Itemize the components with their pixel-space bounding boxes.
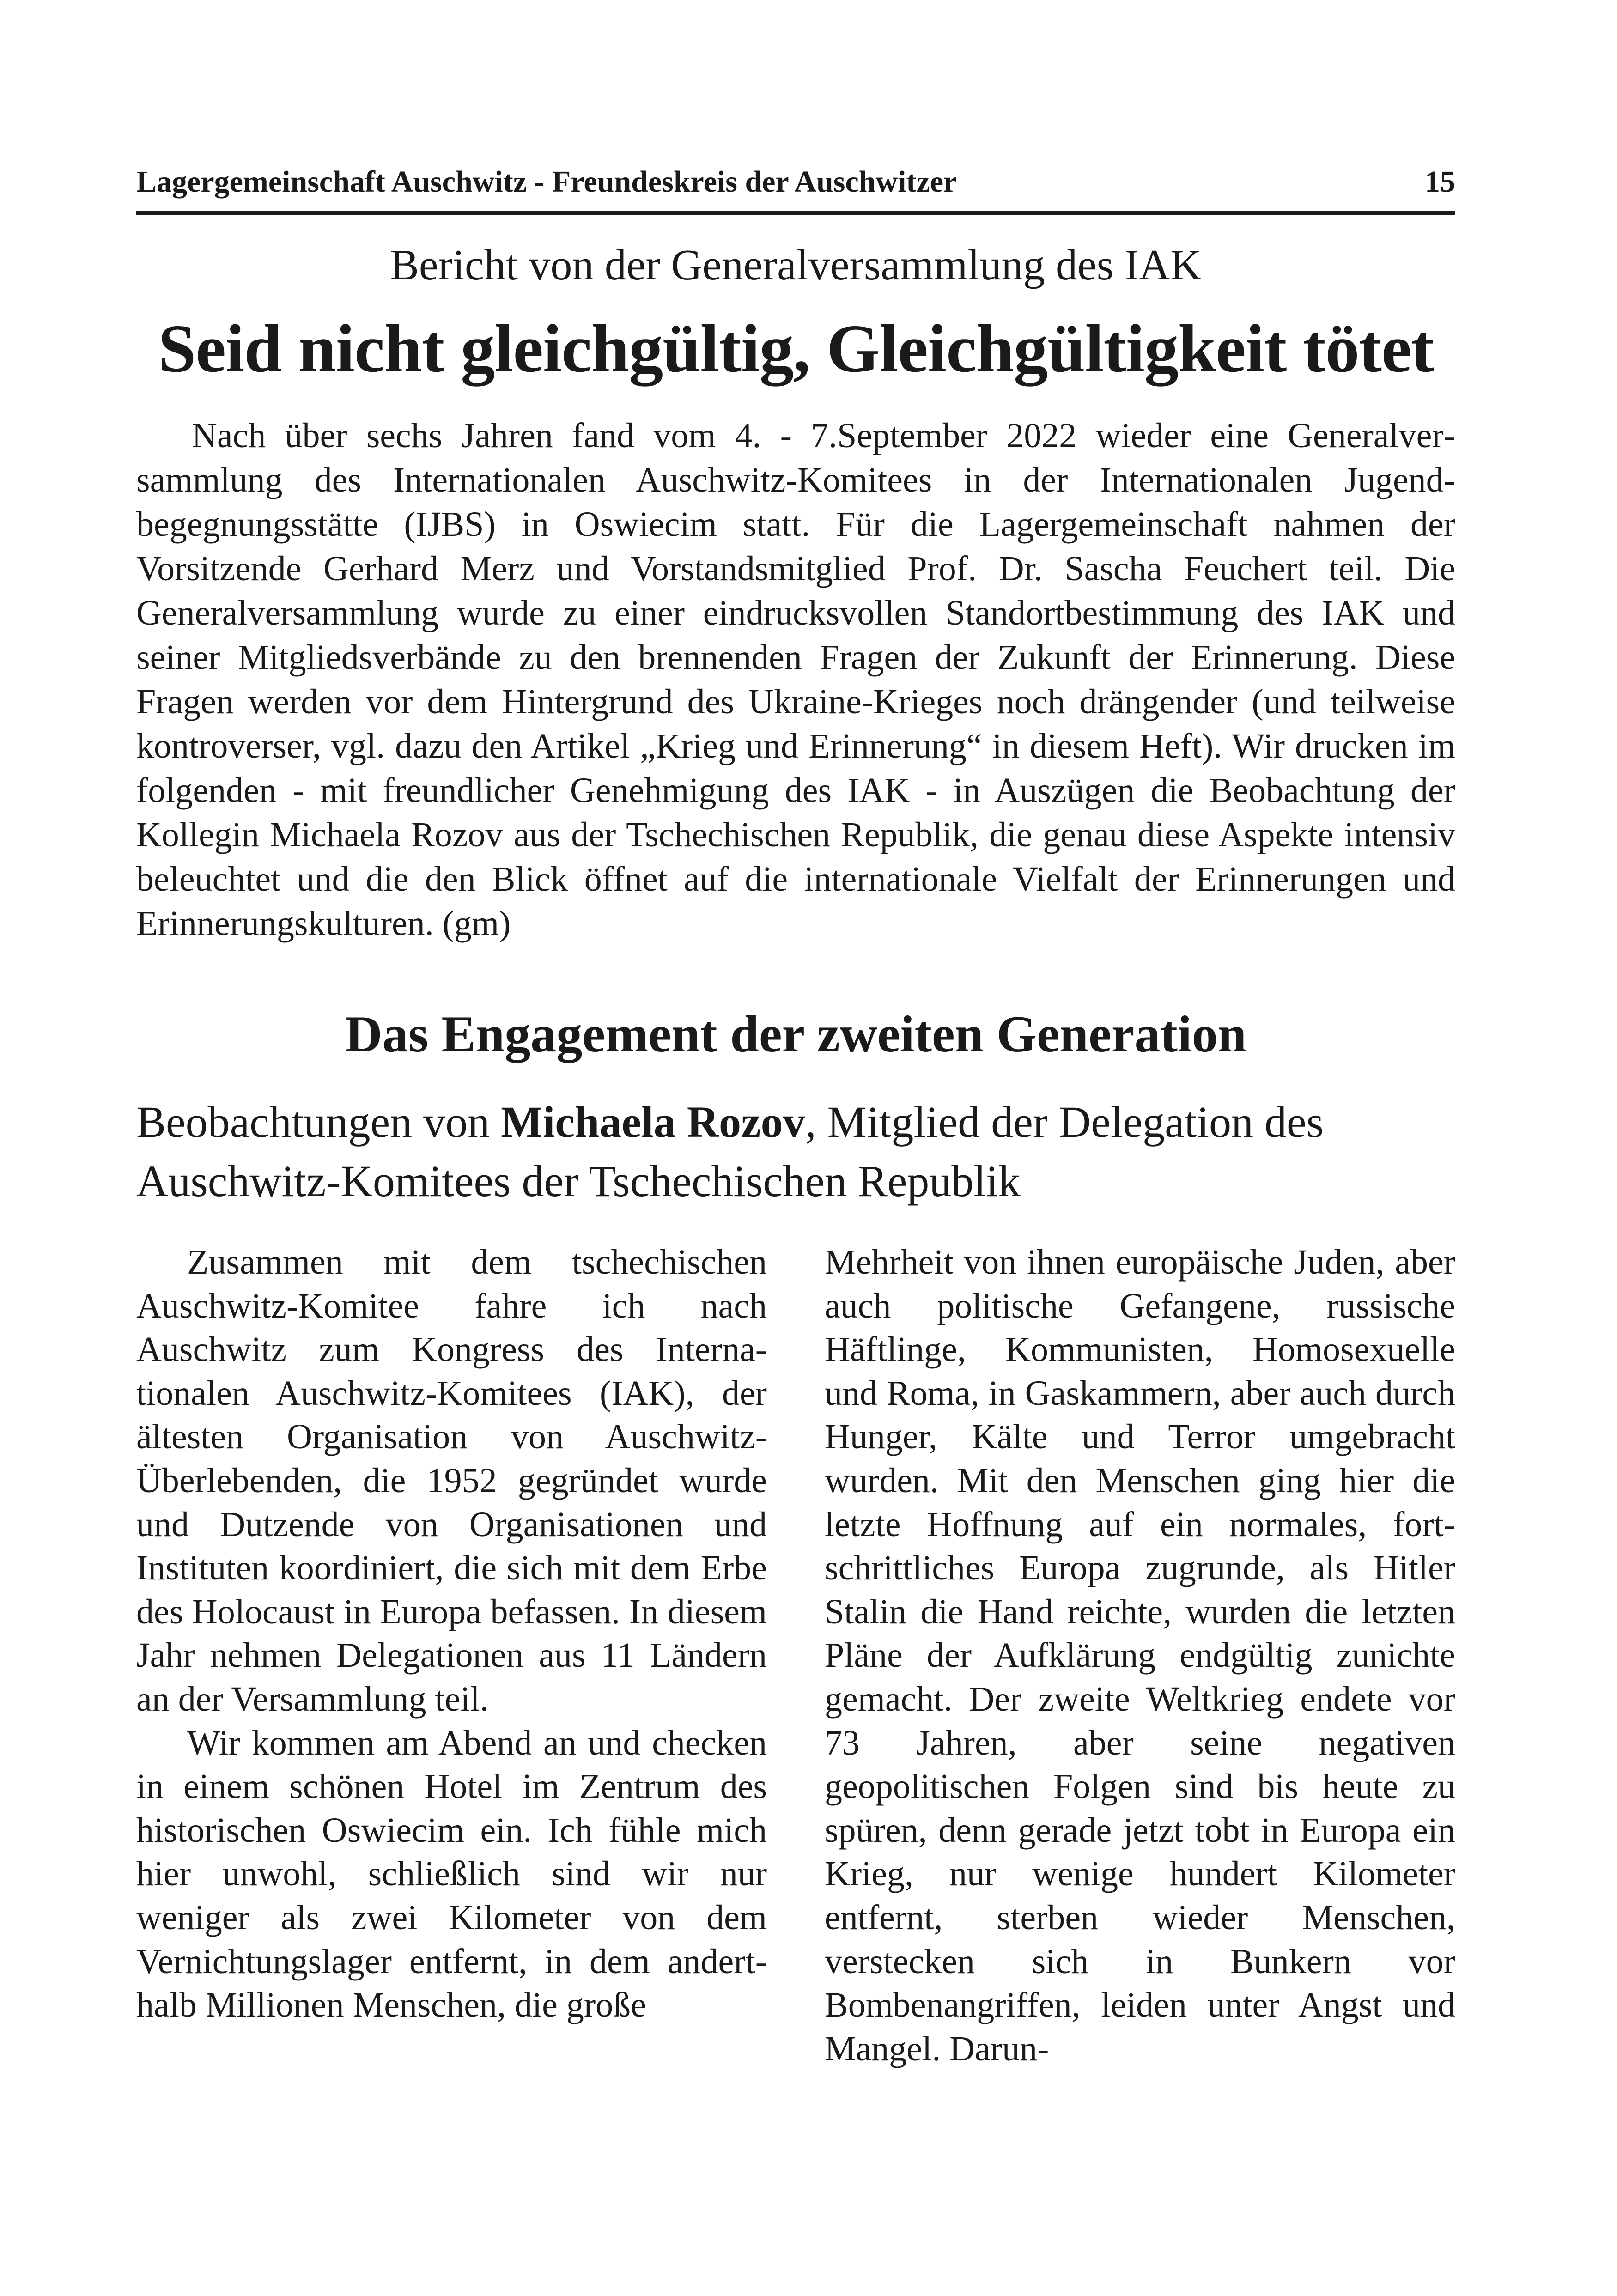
article-kicker: Bericht von der Generalversammlung des IAK	[390, 241, 1202, 289]
page-number: 15	[1425, 165, 1455, 199]
right-column	[825, 1240, 1455, 2071]
body-paragraph: Zusammen mit dem tschechischen Auschwitz-Komitee fahre ich nach Auschwitz zum Kongress des Internationalen Auschwitz-Komitees (IAK), der ältesten Organisation von Auschwitz-Überlebenden, die 1952 gegründet wurde und Dutzende von Organisationen und Instituten koordiniert, die sich mit dem Erbe des Holocaust in Europa befassen. In diesem Jahr nehmen Delegationen aus 11 Ländern an der Versammlung teil.	[136, 1243, 767, 1719]
body-paragraph: Mehrheit von ihnen europäische Juden, aber auch politische Gefangene, russische Häftlinge, Kommunisten, Homosexuelle und Roma, in Gaskammern, aber auch durch Hunger, Kälte und Terror umgebracht wurden. Mit den Menschen ging hier die letzte Hoffnung auf ein normales, fortschrittliches Europa zugrunde, als Hitler Stalin die Hand reichte, wurden die letzten Pläne der Aufklärung endgültig zunichte gemacht. Der zweite Weltkrieg endete vor 73 Jahren, aber seine negativen geopolitischen Folgen sind bis heute zu spüren, denn gerade jetzt tobt in Europa ein Krieg, nur wenige hundert Kilometer entfernt, sterben wieder Menschen, verstecken sich in Bunkern vor Bombenangriffen, leiden unter Angst und Mangel. Darun-	[825, 1243, 1455, 2068]
article-intro	[136, 413, 1455, 946]
section-byline	[136, 1093, 1455, 1211]
running-title: Lagergemeinschaft Auschwitz - Freundeskreis der Auschwitzer	[136, 165, 957, 199]
left-column	[136, 1240, 767, 2071]
section-title: Das Engagement der zweiten Generation	[345, 1006, 1247, 1063]
article-headline: Seid nicht gleichgültig, Gleichgültigkeit tötet	[158, 311, 1434, 387]
byline-author: Michaela Rozov	[501, 1097, 805, 1147]
body-paragraph: Wir kommen am Abend an und checken in einem schönen Hotel im Zentrum des historischen Oswiecim ein. Ich fühle mich hier unwohl, schließlich sind wir nur weniger als zwei Kilometer von dem Vernichtungslager entfernt, in dem anderthalb Millionen Menschen, die große	[136, 1723, 767, 2025]
body-columns	[136, 1240, 1455, 2071]
byline-prefix: Beobachtungen von	[136, 1097, 501, 1147]
intro-paragraph: Nach über sechs Jahren fand vom 4. - 7.September 2022 wieder eine Generalversammlung des Internationalen Auschwitz-Komitees in der Internationalen Jugendbegegnungsstätte (IJBS) in Oswiecim statt. Für die Lagergemeinschaft nahmen der Vorsitzende Gerhard Merz und Vorstandsmitglied Prof. Dr. Sascha Feuchert teil. Die Generalversammlung wurde zu einer eindrucksvollen Standortbestimmung des IAK und seiner Mitgliedsverbände zu den brennenden Fragen der Zukunft der Erinnerung. Diese Fragen werden vor dem Hintergrund des Ukraine-Krieges noch drängender (und teilweise kontroverser, vgl. dazu den Artikel „Krieg und Erinnerung“ in diesem Heft). Wir drucken im folgenden - mit freundlicher Genehmigung des IAK - in Auszügen die Beobachtung der Kollegin Michaela Rozov aus der Tschechischen Republik, die genau diese Aspekte intensiv beleuchtet und die den Blick öffnet auf die internationale Vielfalt der Erinnerungen und Erinnerungskulturen. (gm)	[136, 416, 1455, 943]
byline-suffix: , Mitglied der Delegation des Auschwitz-Komitees der Tschechischen Republik	[136, 1097, 1324, 1206]
running-header	[136, 160, 1455, 215]
